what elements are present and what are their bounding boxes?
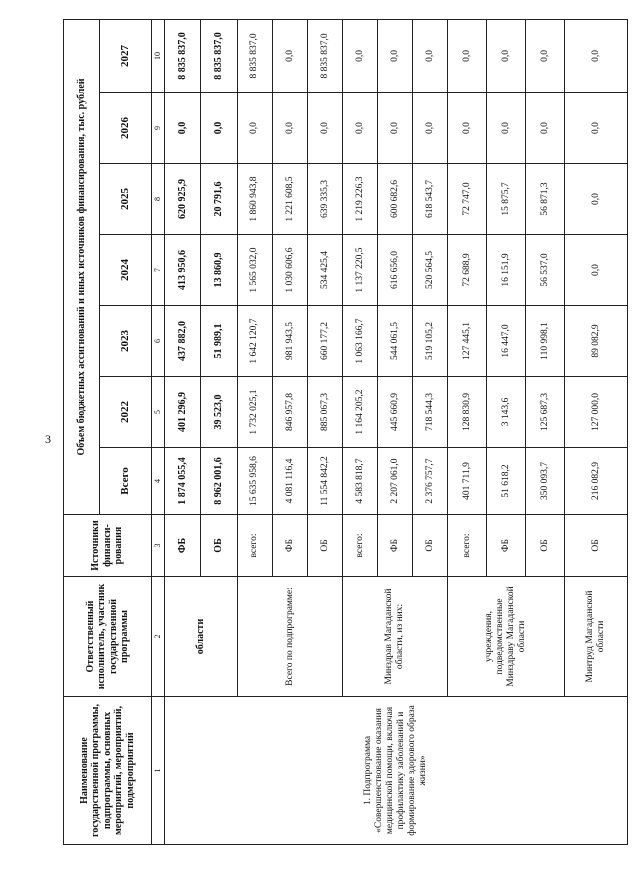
value-cell: 1 732 025,1 (237, 377, 272, 448)
value-cell: 4 583 818,7 (342, 448, 377, 515)
value-cell: 16 151,9 (487, 235, 526, 306)
value-cell: 13 860,9 (201, 235, 237, 306)
value-cell: 127 000,0 (565, 377, 628, 448)
column-index: 1 (152, 697, 165, 845)
column-index: 7 (152, 235, 165, 306)
source-cell: ОБ (565, 515, 628, 577)
header-source: Источники финанси-рования (64, 515, 152, 577)
value-cell: 1 860 943,8 (237, 164, 272, 235)
value-cell: 413 950,6 (165, 235, 201, 306)
value-cell: 616 656,0 (378, 235, 413, 306)
value-cell: 519 105,2 (413, 306, 448, 377)
column-index: 5 (152, 377, 165, 448)
value-cell: 1 164 205,2 (342, 377, 377, 448)
table-row (165, 19, 201, 844)
column-index: 2 (152, 577, 165, 697)
value-cell: 1 063 166,7 (342, 306, 377, 377)
value-cell: 0,0 (342, 19, 377, 92)
value-cell: 0,0 (565, 235, 628, 306)
value-cell: 15 875,7 (487, 164, 526, 235)
column-index-row (152, 19, 165, 844)
value-cell: 8 835 837,0 (307, 19, 342, 92)
header-year: 2027 (100, 19, 152, 92)
value-cell: 8 962 001,6 (201, 448, 237, 515)
source-cell: всего: (237, 515, 272, 577)
value-cell: 0,0 (487, 19, 526, 92)
value-cell: 0,0 (272, 19, 307, 92)
value-cell: 0,0 (237, 93, 272, 164)
value-cell: 0,0 (448, 19, 487, 92)
value-cell: 8 835 837,0 (165, 19, 201, 92)
value-cell: 127 445,1 (448, 306, 487, 377)
header-year: 2023 (100, 306, 152, 377)
subprogram-name: 1. Подпрограмма «Совершенствование оказания медицинской помощи, включая профилактику заболеваний и формирование здорового образа жизни» (165, 697, 628, 845)
value-cell: 0,0 (526, 93, 565, 164)
value-cell: 15 635 958,6 (237, 448, 272, 515)
source-cell: всего: (448, 515, 487, 577)
header-year: 2026 (100, 93, 152, 164)
rotated-page (63, 20, 628, 845)
value-cell: 216 082,9 (565, 448, 628, 515)
value-cell: 437 882,0 (165, 306, 201, 377)
source-cell: ОБ (201, 515, 237, 577)
value-cell: 11 554 842,2 (307, 448, 342, 515)
executor-cell: Минтруд Магаданской области (565, 577, 628, 697)
executor-cell: учреждения, подведомственные Минздраву Магаданской области (448, 577, 565, 697)
value-cell: 0,0 (413, 19, 448, 92)
source-cell: ФБ (165, 515, 201, 577)
value-cell: 0,0 (378, 19, 413, 92)
value-cell: 16 447,0 (487, 306, 526, 377)
value-cell: 1 221 608,5 (272, 164, 307, 235)
value-cell: 56 537,0 (526, 235, 565, 306)
value-cell: 39 523,0 (201, 377, 237, 448)
value-cell: 72 747,0 (448, 164, 487, 235)
value-cell: 520 564,5 (413, 235, 448, 306)
source-cell: ФБ (378, 515, 413, 577)
value-cell: 0,0 (413, 93, 448, 164)
value-cell: 0,0 (201, 93, 237, 164)
value-cell: 981 943,5 (272, 306, 307, 377)
value-cell: 2 376 757,7 (413, 448, 448, 515)
column-index: 8 (152, 164, 165, 235)
value-cell: 618 543,7 (413, 164, 448, 235)
value-cell: 0,0 (165, 93, 201, 164)
value-cell: 350 093,7 (526, 448, 565, 515)
value-cell: 128 830,9 (448, 377, 487, 448)
value-cell: 1 565 032,0 (237, 235, 272, 306)
header-year: 2025 (100, 164, 152, 235)
value-cell: 1 137 220,5 (342, 235, 377, 306)
value-cell: 1 219 226,3 (342, 164, 377, 235)
executor-cell: области (165, 577, 238, 697)
source-cell: ОБ (526, 515, 565, 577)
value-cell: 20 791,6 (201, 164, 237, 235)
value-cell: 0,0 (565, 93, 628, 164)
value-cell: 1 874 055,4 (165, 448, 201, 515)
column-index: 10 (152, 19, 165, 92)
page-number: 3 (45, 432, 51, 446)
value-cell: 718 544,3 (413, 377, 448, 448)
header-year: 2022 (100, 377, 152, 448)
header-year: 2024 (100, 235, 152, 306)
financing-table (63, 19, 628, 845)
value-cell: 885 067,3 (307, 377, 342, 448)
value-cell: 445 660,9 (378, 377, 413, 448)
value-cell: 51 989,1 (201, 306, 237, 377)
table-body (165, 19, 628, 844)
source-cell: ФБ (487, 515, 526, 577)
value-cell: 660 177,2 (307, 306, 342, 377)
value-cell: 89 082,9 (565, 306, 628, 377)
value-cell: 51 618,2 (487, 448, 526, 515)
header-volume: Объем бюджетных ассигнований и иных источников финансирования, тыс. рублей (64, 19, 100, 514)
source-cell: ФБ (272, 515, 307, 577)
value-cell: 0,0 (526, 19, 565, 92)
value-cell: 846 957,8 (272, 377, 307, 448)
executor-cell: Всего по подпрограмме: (237, 577, 342, 697)
value-cell: 0,0 (487, 93, 526, 164)
header-name: Наименование государственной программы, подпрограммы, основных мероприятий, мероприятий, подмероприятий (64, 697, 152, 845)
value-cell: 401 711,9 (448, 448, 487, 515)
value-cell: 3 143,6 (487, 377, 526, 448)
column-index: 6 (152, 306, 165, 377)
value-cell: 620 925,9 (165, 164, 201, 235)
source-cell: всего: (342, 515, 377, 577)
column-index: 9 (152, 93, 165, 164)
value-cell: 0,0 (378, 93, 413, 164)
value-cell: 544 061,5 (378, 306, 413, 377)
value-cell: 0,0 (565, 164, 628, 235)
value-cell: 534 425,4 (307, 235, 342, 306)
value-cell: 1 030 606,6 (272, 235, 307, 306)
value-cell: 56 871,3 (526, 164, 565, 235)
header-total: Всего (100, 448, 152, 515)
executor-cell: Минздрав Магаданской области, из них: (342, 577, 447, 697)
value-cell: 0,0 (565, 19, 628, 92)
source-cell: ОБ (413, 515, 448, 577)
value-cell: 8 835 837,0 (237, 19, 272, 92)
value-cell: 600 682,6 (378, 164, 413, 235)
source-cell: ОБ (307, 515, 342, 577)
value-cell: 639 335,3 (307, 164, 342, 235)
value-cell: 401 296,9 (165, 377, 201, 448)
value-cell: 0,0 (342, 93, 377, 164)
value-cell: 72 688,9 (448, 235, 487, 306)
value-cell: 0,0 (307, 93, 342, 164)
column-index: 4 (152, 448, 165, 515)
value-cell: 0,0 (272, 93, 307, 164)
column-index: 3 (152, 515, 165, 577)
value-cell: 110 998,1 (526, 306, 565, 377)
value-cell: 125 687,3 (526, 377, 565, 448)
value-cell: 8 835 837,0 (201, 19, 237, 92)
value-cell: 4 081 116,4 (272, 448, 307, 515)
value-cell: 2 207 061,0 (378, 448, 413, 515)
header-executor: Ответственный исполнитель, участник государственной программы (64, 577, 152, 697)
value-cell: 0,0 (448, 93, 487, 164)
value-cell: 1 642 120,7 (237, 306, 272, 377)
